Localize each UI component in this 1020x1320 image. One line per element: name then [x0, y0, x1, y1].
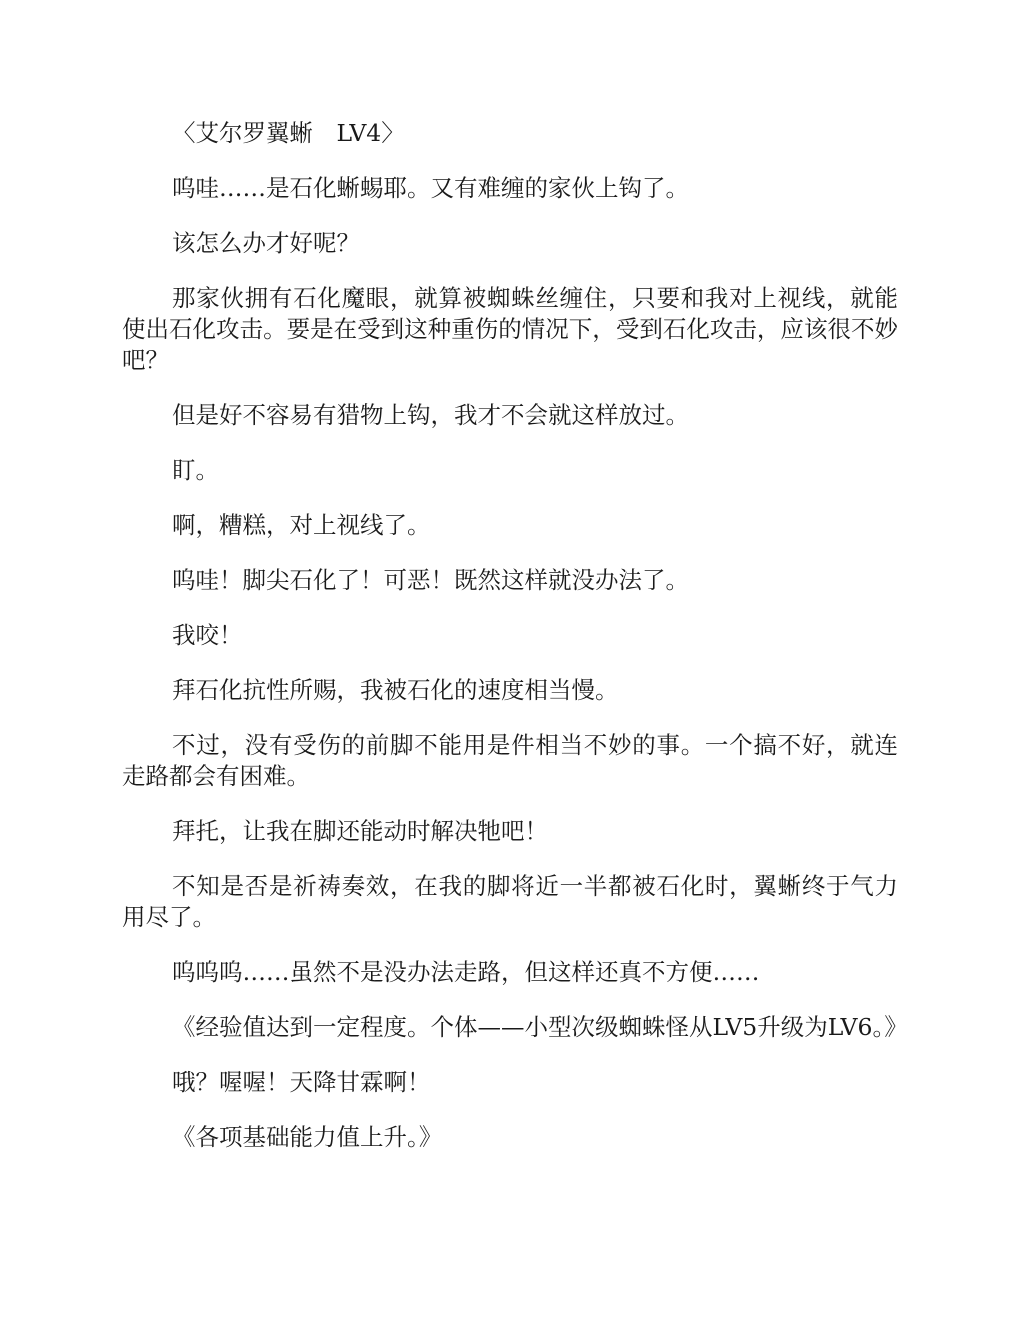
- paragraph: 不过，没有受伤的前脚不能用是件相当不妙的事。一个搞不好，就连走路都会有困难。: [122, 731, 898, 790]
- paragraph: 呜哇……是石化蜥蜴耶。又有难缠的家伙上钩了。: [172, 174, 689, 202]
- paragraph: 哦？喔喔！天降甘霖啊！: [172, 1068, 431, 1096]
- paragraph: 《各项基础能力值上升。》: [172, 1123, 443, 1151]
- text-body: [122, 118, 908, 1177]
- paragraph: 《经验值达到一定程度。个体——小型次级蜘蛛怪从LV5升级为LV6。》: [172, 1013, 908, 1041]
- paragraph: 不知是否是祈祷奏效，在我的脚将近一半都被石化时，翼蜥终于气力用尽了。: [122, 872, 898, 931]
- paragraph: 〈艾尔罗翼蜥 LV4〉: [172, 119, 405, 147]
- paragraph: 我咬！: [172, 621, 243, 649]
- paragraph: 呜呜呜……虽然不是没办法走路，但这样还真不方便……: [172, 958, 760, 986]
- paragraph: 但是好不容易有猎物上钩，我才不会就这样放过。: [172, 401, 689, 429]
- paragraph: 该怎么办才好呢？: [172, 229, 360, 257]
- paragraph: 啊，糟糕，对上视线了。: [172, 511, 431, 539]
- paragraph: 呜哇！脚尖石化了！可恶！既然这样就没办法了。: [172, 566, 689, 594]
- paragraph: 盯。: [172, 456, 219, 484]
- paragraph: 那家伙拥有石化魔眼，就算被蜘蛛丝缠住，只要和我对上视线，就能使出石化攻击。要是在受到这种重伤的情况下，受到石化攻击，应该很不妙吧？: [122, 284, 898, 374]
- paragraph: 拜托，让我在脚还能动时解决牠吧！: [172, 817, 548, 845]
- paragraph: 拜石化抗性所赐，我被石化的速度相当慢。: [172, 676, 619, 704]
